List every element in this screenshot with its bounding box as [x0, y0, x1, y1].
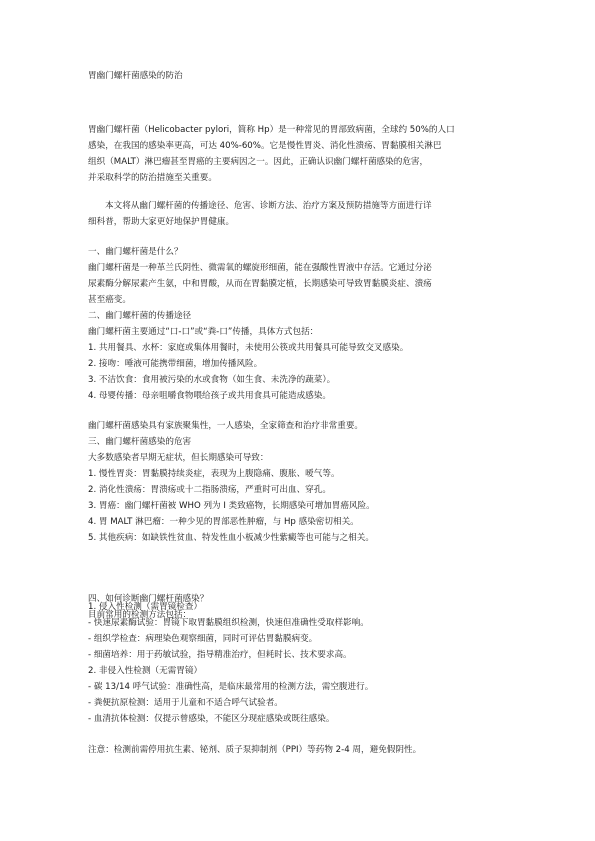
overview-line: 细科普，帮助大家更好地保护胃健康。 — [88, 217, 235, 227]
section-heading: 四、如何诊断幽门螺杆菌感染？ — [88, 594, 209, 604]
note-text: 注意：检测前需停用抗生素、铋剂、质子泵抑制剂（PPI）等药物 2-4 周，避免假阴性。 — [88, 745, 422, 755]
list-item: 3. 不洁饮食：食用被污染的水或食物（如生食、未洗净的蔬菜）。 — [88, 375, 336, 385]
overview-paragraph — [88, 198, 520, 230]
section-heading: 一、幽门螺杆菌是什么？ — [88, 247, 183, 257]
list-item: 1. 共用餐具、水杯：家庭或集体用餐时，未使用公筷或共用餐具可能导致交叉感染。 — [88, 343, 409, 353]
overview-line: 本文将从幽门螺杆菌的传播途径、危害、诊断方法、治疗方案及预防措施等方面进行详 — [105, 201, 432, 211]
list-item: 1. 侵入性检测（需胃镜检查） — [88, 602, 203, 612]
list-item: - 细菌培养：用于药敏试验，指导精准治疗，但耗时长、技术要求高。 — [88, 650, 352, 660]
list-item: 3. 胃癌：幽门螺杆菌被 WHO 列为 I 类致癌物，长期感染可增加胃癌风险。 — [88, 501, 375, 511]
section-text: 幽门螺杆菌主要通过“口-口”或“粪-口”传播，具体方式包括： — [88, 327, 319, 337]
list-item: 1. 慢性胃炎：胃黏膜持续炎症，表现为上腹隐痛、腹胀、嗳气等。 — [88, 469, 340, 479]
list-item: - 组织学检查：病理染色观察细菌，同时可评估胃黏膜病变。 — [88, 634, 318, 644]
section-text: 目前常用的检测方法包括： — [88, 610, 192, 620]
intro-line: 组织（MALT）淋巴瘤甚至胃癌的主要病因之一。因此，正确认识幽门螺杆菌感染的危害， — [88, 157, 429, 167]
section-text: 幽门螺杆菌是一种革兰氏阴性、微需氧的螺旋形细菌，能在强酸性胃液中存活。它通过分泌 — [88, 263, 432, 273]
list-item: - 粪便抗原检测：适用于儿童和不适合呼气试验者。 — [88, 698, 283, 708]
intro-line: 并采取科学的防治措施至关重要。 — [88, 173, 217, 183]
list-item: - 血清抗体检测：仅提示曾感染，不能区分现症感染或既往感染。 — [88, 714, 335, 724]
page-title: 胃幽门螺杆菌感染的防治 — [88, 71, 183, 81]
list-item: 2. 接吻：唾液可能携带细菌，增加传播风险。 — [88, 359, 263, 369]
section-4-list — [88, 599, 520, 727]
section-text: 尿素酶分解尿素产生氨，中和胃酸，从而在胃黏膜定植，长期感染可导致胃黏膜炎症、溃疡 — [88, 279, 432, 289]
list-item: 2. 消化性溃疡：胃溃疡或十二指肠溃疡，严重时可出血、穿孔。 — [88, 485, 331, 495]
list-item: - 快速尿素酶试验：胃镜下取胃黏膜组织检测，快速但准确性受取样影响。 — [88, 618, 369, 628]
list-item: - 碳 13/14 呼气试验：准确性高，是临床最常用的检测方法，需空腹进行。 — [88, 682, 374, 692]
intro-line: 感染，在我国的感染率更高，可达 40%-60%。它是慢性胃炎、消化性溃疡、胃黏膜相关淋巴 — [88, 141, 442, 151]
section-3-block — [88, 418, 520, 546]
section-text: 幽门螺杆菌感染具有家族聚集性，一人感染，全家筛查和治疗非常重要。 — [88, 421, 364, 431]
list-item: 4. 母婴传播：母亲咀嚼食物喂给孩子或共用食具可能造成感染。 — [88, 391, 331, 401]
section-heading: 三、幽门螺杆菌感染的危害 — [88, 437, 192, 447]
list-item: 5. 其他疾病：如缺铁性贫血、特发性血小板减少性紫癜等也可能与之相关。 — [88, 533, 374, 543]
intro-paragraph — [88, 122, 520, 186]
list-item: 2. 非侵入性检测（无需胃镜） — [88, 666, 203, 676]
section-heading: 二、幽门螺杆菌的传播途径 — [88, 311, 192, 321]
list-item: 4. 胃 MALT 淋巴瘤：一种少见的胃部恶性肿瘤，与 Hp 感染密切相关。 — [88, 517, 359, 527]
section-text: 甚至癌变。 — [88, 295, 131, 305]
section-text: 大多数感染者早期无症状，但长期感染可导致： — [88, 453, 269, 463]
sections-1-3 — [88, 244, 520, 404]
intro-line: 胃幽门螺杆菌（Helicobacter pylori，简称 Hp）是一种常见的胃部致病菌，全球约 50%的人口 — [88, 125, 455, 135]
